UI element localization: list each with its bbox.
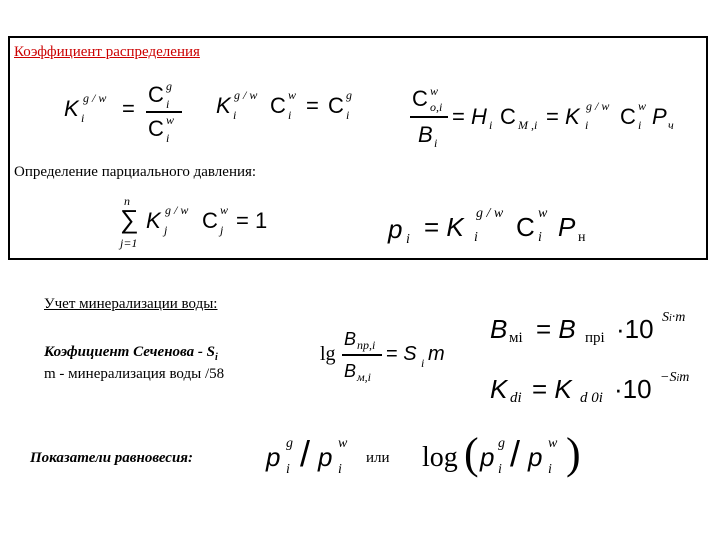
equilibrium-label: Показатели равновесия: — [30, 450, 194, 466]
m-definition: m - минерализация воды /58 — [44, 366, 225, 382]
sechenov-sub: i — [214, 352, 218, 363]
partial-pressure-heading: Определение парциального давления: — [14, 164, 257, 180]
sechenov-line — [44, 344, 218, 363]
mineral-heading: Учет минерализации воды: — [44, 296, 218, 312]
box-title: Коэффициент распределения — [14, 44, 200, 60]
sechenov-text: Коэфициент Сеченова - S — [44, 344, 215, 360]
distribution-coefficient-box — [8, 36, 708, 260]
or-word: или — [366, 450, 390, 466]
